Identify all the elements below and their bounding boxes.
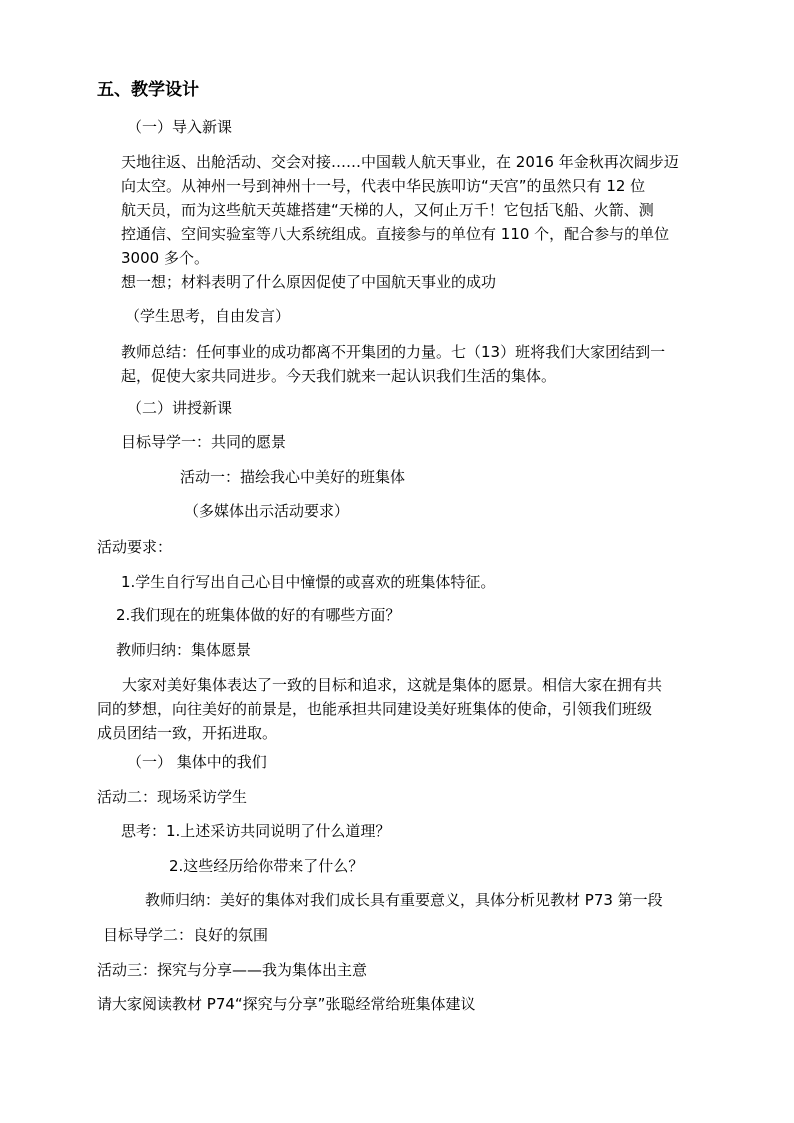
activity-1: 活动一：描绘我心中美好的班集体 — [180, 468, 406, 486]
intro-line: 航天员，而为这些航天英雄搭建“天梯的人，又何止万千！它包括飞船、火箭、测 — [121, 201, 654, 219]
intro-line: 3000 多个。 — [121, 249, 209, 267]
activity-1-note: （多媒体出示活动要求） — [184, 502, 350, 520]
think-question-1: 思考：1.上述采访共同说明了什么道理？ — [121, 822, 391, 840]
activity-3: 活动三：探究与分享——我为集体出主意 — [97, 961, 368, 979]
intro-line: 向太空。从神州一号到神州十一号，代表中华民族叩访“天宫”的虽然只有 12 位 — [121, 177, 646, 195]
part2-title: （二）讲授新课 — [127, 399, 233, 417]
goal-1: 目标导学一：共同的愿景 — [121, 433, 287, 451]
section-title: 五、教学设计 — [97, 80, 199, 100]
vision-paragraph — [97, 675, 697, 744]
summary-line: 教师总结：任何事业的成功都离不开集团的力量。七（13）班将我们大家团结到一 — [121, 343, 666, 361]
subsection-title: （一） 集体中的我们 — [127, 753, 267, 771]
intro-line: 天地往返、出舱活动、交会对接……中国载人航天事业，在 2016 年金秋再次阔步迈 — [121, 153, 679, 171]
teacher-summary — [121, 342, 721, 387]
intro-line: 控通信、空间实验室等八大系统组成。直接参与的单位有 110 个，配合参与的单位 — [121, 225, 670, 243]
requirement-1: 1.学生自行写出自己心目中憧憬的或喜欢的班集体特征。 — [121, 573, 496, 591]
think-prompt: 想一想；材料表明了什么原因促使了中国航天事业的成功 — [121, 273, 497, 291]
summary-line: 起，促使大家共同进步。今天我们就来一起认识我们生活的集体。 — [121, 367, 557, 385]
teacher-conclusion-2: 教师归纳：美好的集体对我们成长具有重要意义，具体分析见教材 P73 第一段 — [145, 891, 663, 909]
reading-instruction: 请大家阅读教材 P74“探究与分享”张聪经常给班集体建议 — [97, 995, 476, 1013]
student-note: （学生思考，自由发言） — [125, 307, 291, 325]
part1-title: （一）导入新课 — [127, 118, 233, 136]
goal-2: 目标导学二：良好的氛围 — [103, 926, 269, 944]
activity-2: 活动二：现场采访学生 — [97, 788, 248, 806]
activity-requirements-label: 活动要求： — [97, 538, 173, 556]
requirement-2: 2.我们现在的班集体做的好的有哪些方面？ — [116, 606, 401, 624]
intro-paragraph — [121, 152, 721, 269]
vision-line: 同的梦想，向往美好的前景是，也能承担共同建设美好班集体的使命，引领我们班级 — [97, 700, 653, 718]
vision-line: 成员团结一致，开拓进取。 — [97, 724, 278, 742]
teacher-conclusion-1: 教师归纳：集体愿景 — [116, 641, 252, 659]
think-question-2: 2.这些经历给你带来了什么？ — [169, 857, 364, 875]
vision-line: 大家对美好集体表达了一致的目标和追求，这就是集体的愿景。相信大家在拥有共 — [122, 676, 663, 694]
